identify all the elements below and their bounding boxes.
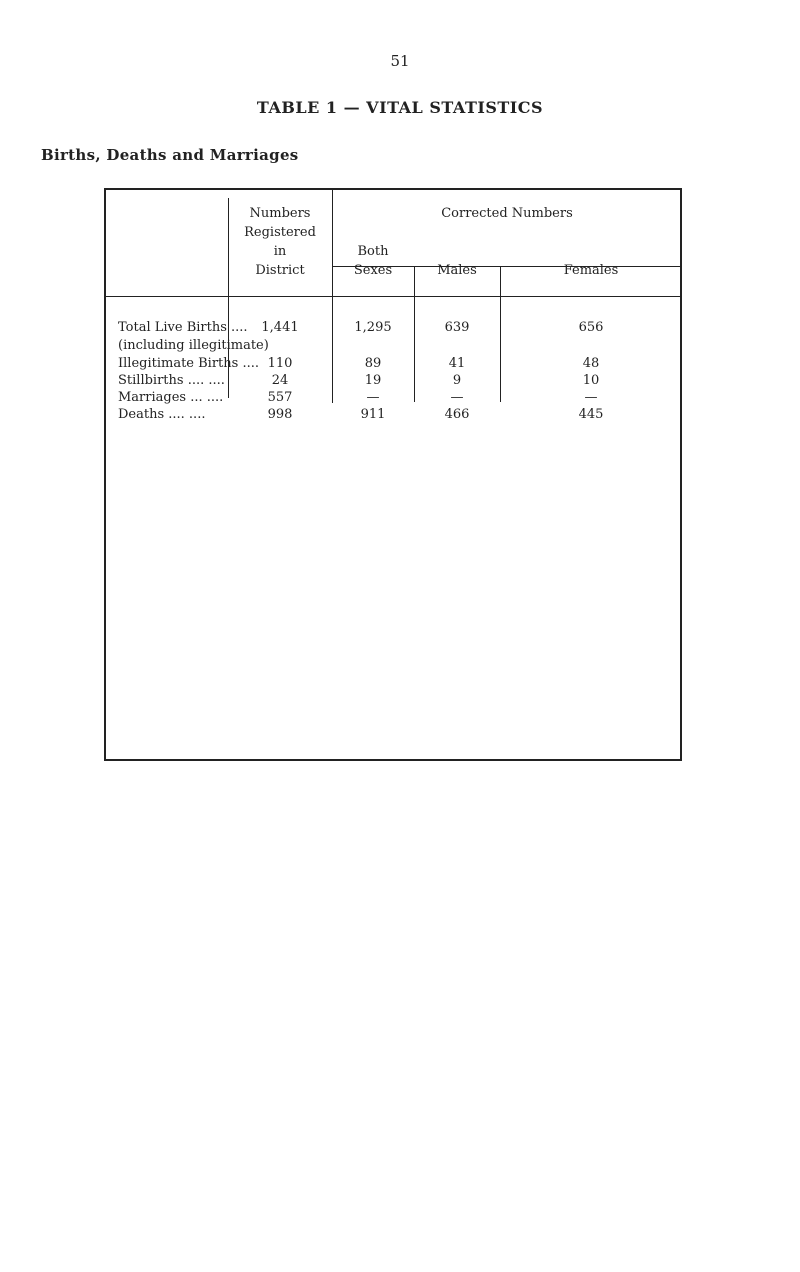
both-sexes-header-line-1: Both [357,244,389,259]
registered-value: 998 [267,407,293,422]
males-value: 41 [448,356,466,371]
row-label: Illegitimate Births .... [118,356,259,371]
row-label: Marriages ... .... [118,390,224,405]
both-sexes-value: 19 [364,373,382,388]
page-number: 51 [390,52,410,70]
males-header: Males [437,263,477,278]
females-value: 10 [582,373,600,388]
table-title: TABLE 1 — VITAL STATISTICS [256,98,544,117]
row-label: Stillbirths .... .... [118,373,225,388]
row-label: Total Live Births .... [118,320,248,335]
row-label: (including illegitimate) [118,338,269,353]
corrected-numbers-header: Corrected Numbers [441,206,573,221]
registered-header-line-4: District [255,263,305,278]
outer-left-rule [104,188,106,761]
registered-value: 110 [267,356,293,371]
table-bottom-rule [104,759,682,761]
females-value: 445 [578,407,604,422]
males-value: 466 [444,407,470,422]
both-sexes-value: 89 [364,356,382,371]
vital-statistics-table [104,188,682,762]
females-value: — [584,390,598,405]
registered-value: 24 [271,373,289,388]
females-value: 48 [582,356,600,371]
females-header: Females [563,263,619,278]
both-sexes-value: 911 [360,407,386,422]
both-sexes-value: 1,295 [354,320,392,335]
table-subtitle: Births, Deaths and Marriages [41,146,299,164]
header-bottom-rule [104,296,682,297]
males-value: 639 [444,320,470,335]
row-label: Deaths .... .... [118,407,206,422]
registered-header-line-3: in [273,244,287,259]
registered-header-line-2: Registered [244,225,316,240]
both-sexes-value: — [366,390,380,405]
registered-value: 1,441 [261,320,299,335]
registered-header-line-1: Numbers [249,206,311,221]
males-value: — [450,390,464,405]
males-value: 9 [452,373,462,388]
both-sexes-header-line-2: Sexes [353,263,393,278]
females-value: 656 [578,320,604,335]
table-top-rule [104,188,682,190]
registered-value: 557 [267,390,293,405]
